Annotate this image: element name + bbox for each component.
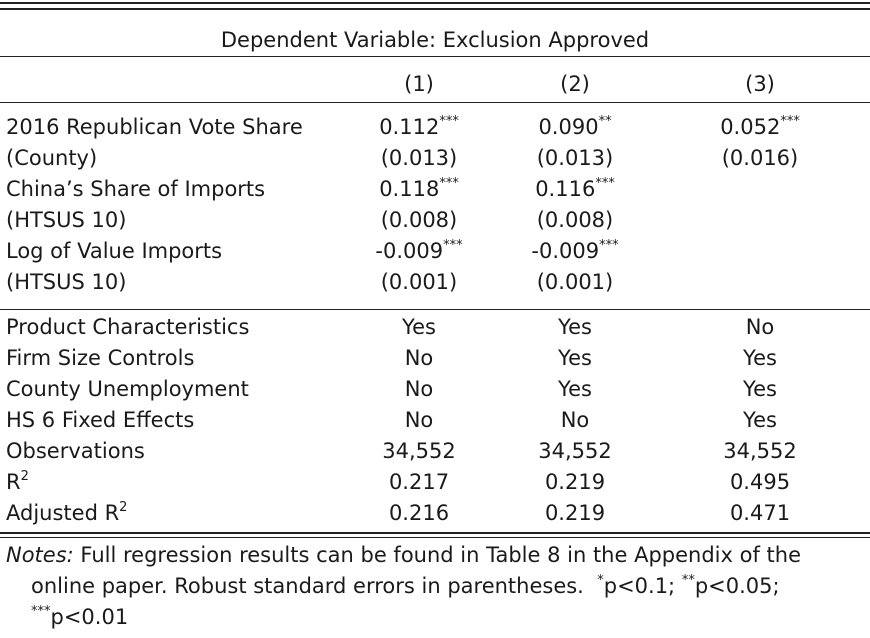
coef-cell: 0.090** — [538, 114, 612, 139]
row-label: Log of Value Imports — [6, 239, 223, 263]
row-label: China’s Share of Imports — [6, 177, 266, 201]
coef-cell: 0.052*** — [720, 114, 800, 139]
control-cell: Yes — [558, 377, 592, 401]
coef-cell: -0.009*** — [375, 238, 463, 263]
notes-label: Notes: — [6, 543, 74, 567]
column-header-1: (1) — [404, 72, 434, 96]
coef-cell: 0.118*** — [379, 176, 459, 201]
coef-cell: 0.112*** — [379, 114, 459, 139]
control-cell: Yes — [743, 377, 777, 401]
controls-rule — [0, 309, 870, 310]
stat-cell: 0.219 — [544, 501, 606, 525]
se-cell: (0.001) — [536, 270, 614, 294]
row-label: $R^2$ — [6, 469, 29, 494]
control-cell: Yes — [743, 346, 777, 370]
row-label: (HTSUS 10) — [6, 208, 127, 232]
se-cell: (0.008) — [536, 208, 614, 232]
header-rule — [0, 56, 870, 57]
row-label: 2016 Republican Vote Share — [6, 115, 303, 139]
notes-line-2: online paper. Robust standard errors in parentheses. *p<0.1; **p<0.05; — [31, 573, 780, 598]
se-cell: (0.001) — [380, 270, 458, 294]
table-header: Dependent Variable: Exclusion Approved — [220, 28, 650, 52]
se-cell: (0.013) — [536, 146, 614, 170]
se-cell: (0.013) — [380, 146, 458, 170]
coef-cell: 0.116*** — [535, 176, 615, 201]
control-cell: Yes — [743, 408, 777, 432]
row-label: Product Characteristics — [6, 315, 250, 339]
row-label: (HTSUS 10) — [6, 270, 127, 294]
control-cell: Yes — [558, 315, 592, 339]
se-cell: (0.016) — [721, 146, 799, 170]
stat-cell: 0.219 — [544, 470, 606, 494]
row-label: Observations — [6, 439, 145, 463]
control-cell: No — [560, 408, 590, 432]
top-rule-2 — [0, 8, 870, 10]
control-cell: No — [404, 408, 434, 432]
row-label: Adjusted $R^2$ — [6, 500, 128, 525]
coef-cell: -0.009*** — [531, 238, 619, 263]
stat-cell: 34,552 — [382, 439, 456, 463]
table-notes — [6, 540, 862, 633]
control-cell: No — [404, 377, 434, 401]
stat-cell: 0.495 — [729, 470, 791, 494]
se-cell: (0.008) — [380, 208, 458, 232]
column-header-2: (2) — [560, 72, 590, 96]
bottom-rule-1 — [0, 532, 870, 534]
stat-cell: 34,552 — [723, 439, 797, 463]
row-label: HS 6 Fixed Effects — [6, 408, 195, 432]
control-cell: Yes — [402, 315, 436, 339]
control-cell: No — [404, 346, 434, 370]
notes-line-1: Notes: Full regression results can be found in Table 8 in the Appendix of the — [6, 543, 801, 567]
stat-cell: 34,552 — [538, 439, 612, 463]
row-label: County Unemployment — [6, 377, 249, 401]
control-cell: Yes — [558, 346, 592, 370]
top-rule-1 — [0, 2, 870, 4]
row-label: (County) — [6, 146, 98, 170]
stat-cell: 0.471 — [729, 501, 791, 525]
column-header-3: (3) — [745, 72, 775, 96]
notes-line-3: ***p<0.01 — [31, 604, 129, 629]
stat-cell: 0.216 — [388, 501, 450, 525]
control-cell: No — [745, 315, 775, 339]
columns-rule — [0, 102, 870, 103]
bottom-rule-2 — [0, 537, 870, 538]
row-label: Firm Size Controls — [6, 346, 195, 370]
stat-cell: 0.217 — [388, 470, 450, 494]
